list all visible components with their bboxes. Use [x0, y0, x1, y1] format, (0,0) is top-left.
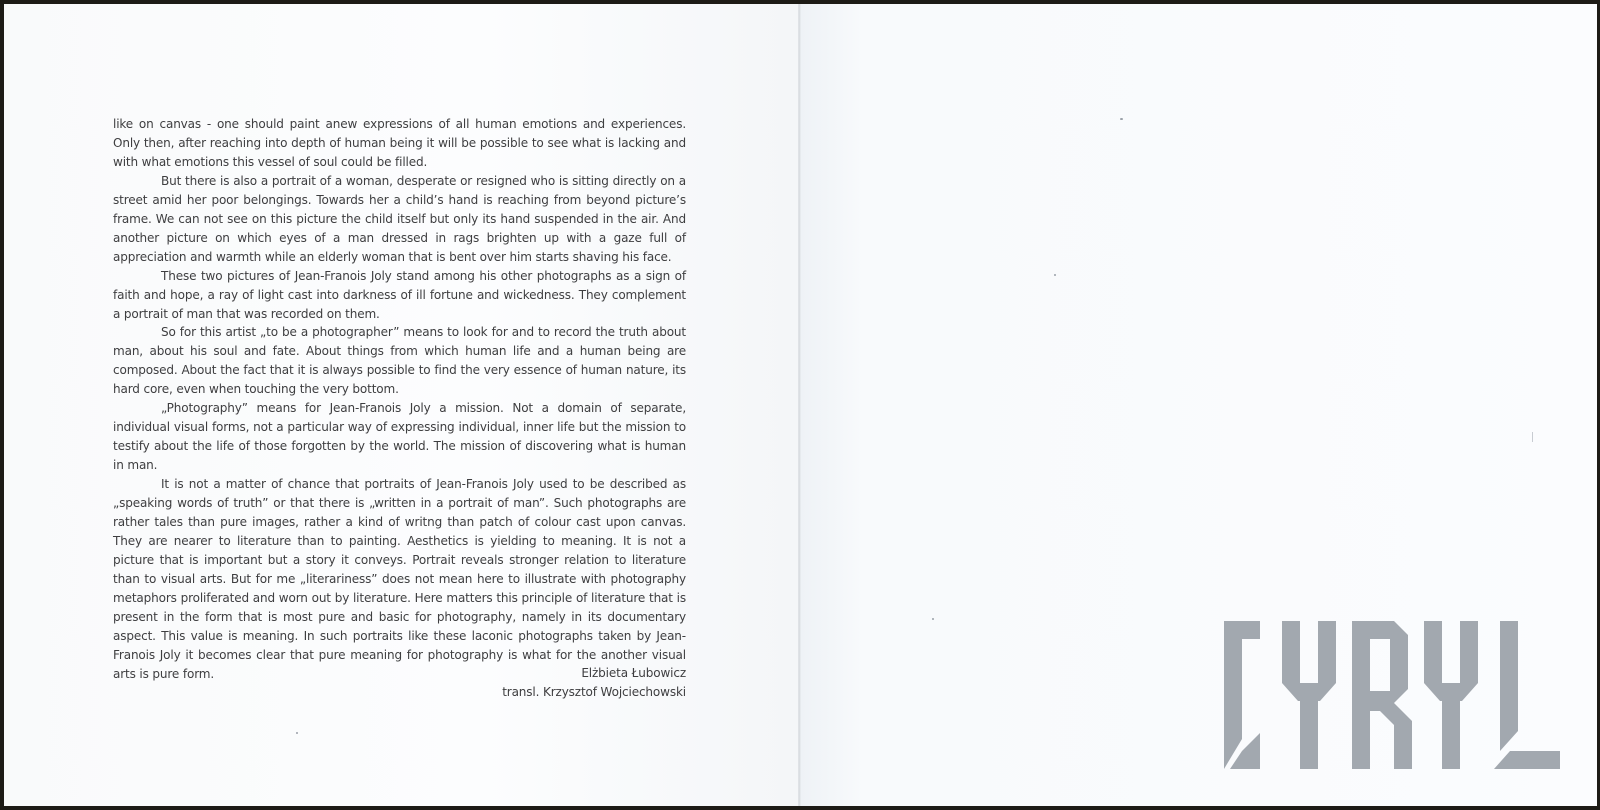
paragraph-4: So for this artist „to be a photographer” means to look for and to record the truth about man, about his soul and fate. About things from which human life and a human being are composed. About the fact that it is always possible to find the very essence of human nature, its hard core, even when touching the very bottom. [113, 325, 686, 397]
logo-letter-c [1224, 621, 1260, 769]
signature-block [502, 664, 686, 702]
paper-speck [296, 732, 298, 734]
paragraph-1: like on canvas - one should paint anew expressions of all human emotions and experiences. Only then, after reaching into depth of human being it will be possible to see what is lacking and with what emotions this vessel of soul could be filled. [113, 117, 686, 169]
logo-letter-y [1282, 621, 1336, 769]
paper-speck [1120, 118, 1123, 120]
paragraph-3: These two pictures of Jean-Franois Joly stand among his other photographs as a sign of faith and hope, a ray of light cast into darkness of ill fortune and wickedness. They complement a portrait of man that was recorded on them. [113, 268, 686, 321]
paper-speck [1532, 432, 1533, 442]
cyryl-logo [1224, 621, 1560, 769]
paragraph-2: But there is also a portrait of a woman, desperate or resigned who is sitting directly on a street amid her poor belongings. Towards her a child’s hand is reaching from beyond picture’s frame. We can not see on this picture the child itself but only its hand suspended in the air. And another picture on which eyes of a man dressed in rags brighten up with a gaze full of appreciation and warmth while an elderly woman that is bent over him starts shaving his face. [113, 173, 686, 264]
logo-letter-l [1494, 621, 1560, 769]
logo-letter-y2 [1424, 621, 1478, 769]
logo-letter-r [1352, 621, 1412, 769]
article-body [113, 115, 686, 684]
author-name: Elżbieta Łubowicz [581, 666, 686, 680]
translator-credit: transl. Krzysztof Wojciechowski [502, 685, 686, 699]
page-fold [798, 4, 801, 806]
paper-speck [932, 618, 934, 620]
paper-speck [1054, 274, 1056, 276]
paragraph-5: „Photography” means for Jean-Franois Joly a mission. Not a domain of separate, individual visual forms, not a particular way of expressing individual, inner life but the mission to testify about the life of those forgotten by the world. The mission of discovering what is human in man. [113, 401, 686, 473]
paragraph-6: It is not a matter of chance that portraits of Jean-Franois Joly used to be described as „speaking words of truth” or that there is „written in a portrait of man”. Such photographs are rather tales than pure images, rather a kind of writng than patch of colour cast upon canvas. They are nearer to literature than to painting. Aesthetics is yielding to meaning. It is not a picture that is important but a story it conveys. Portrait reveals stronger relation to literature than to visual arts. But for me „literariness” does not mean here to illustrate with photography metaphors proliferated and worn out by literature. Here matters this principle of literature that is present in the form that is most pure and basic for photography, namely in its documentary aspect. This value is meaning. In such portraits like these laconic photographs taken by Jean-Franois Joly it becomes clear that pure meaning for photography is what for the another visual arts is pure form. [113, 477, 686, 681]
